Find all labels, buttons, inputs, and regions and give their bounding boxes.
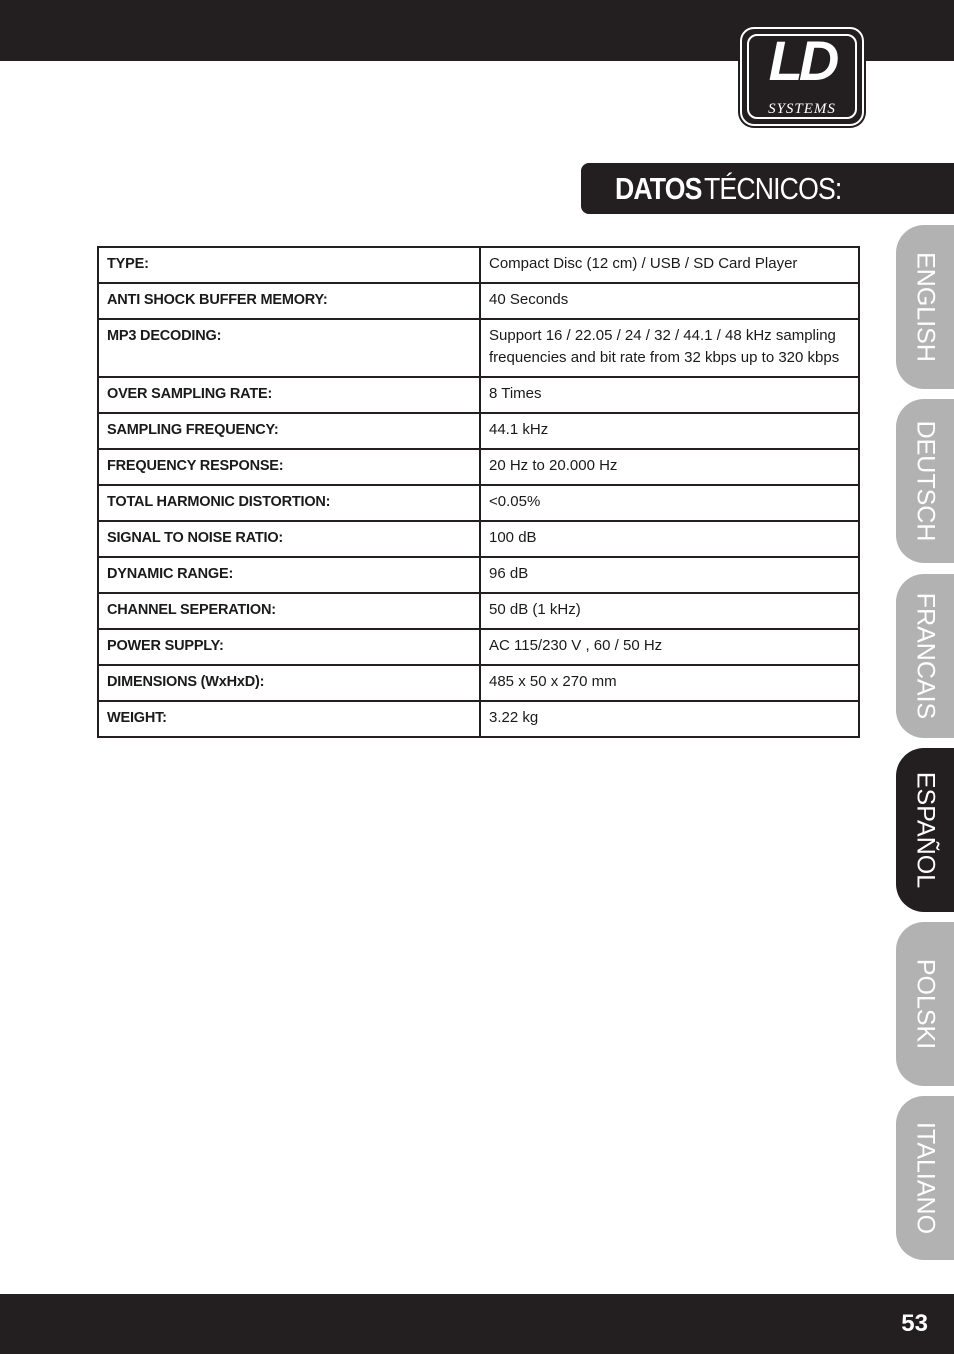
spec-label: OVER SAMPLING RATE: (98, 377, 480, 413)
table-row (98, 283, 859, 319)
spec-value (480, 319, 859, 377)
spec-value: 40 Seconds (480, 283, 859, 319)
table-row (98, 593, 859, 629)
table-row (98, 319, 859, 377)
spec-label: DIMENSIONS (WxHxD): (98, 665, 480, 701)
spec-value: 100 dB (480, 521, 859, 557)
table-row (98, 629, 859, 665)
logo-systems-text: SYSTEMS (768, 101, 836, 117)
spec-label: SAMPLING FREQUENCY: (98, 413, 480, 449)
spec-label: DYNAMIC RANGE: (98, 557, 480, 593)
section-title-bold: DATOS (615, 170, 702, 206)
spec-value-line: frequencies and bit rate from 32 kbps up to 320 kbps (489, 349, 840, 366)
tab-english[interactable] (896, 225, 954, 389)
spec-value-line: Support 16 / 22.05 / 24 / 32 / 44.1 / 48 kHz sampling (489, 327, 836, 344)
spec-value: 20 Hz to 20.000 Hz (480, 449, 859, 485)
spec-value: AC 115/230 V , 60 / 50 Hz (480, 629, 859, 665)
page-number: 53 (901, 1310, 928, 1337)
table-row (98, 701, 859, 737)
tab-label: ESPAÑOL (911, 771, 940, 889)
ld-systems-logo (740, 27, 864, 126)
spec-label: CHANNEL SEPERATION: (98, 593, 480, 629)
table-row (98, 665, 859, 701)
spec-label: SIGNAL TO NOISE RATIO: (98, 521, 480, 557)
spec-value: Compact Disc (12 cm) / USB / SD Card Player (480, 247, 859, 283)
spec-label: FREQUENCY RESPONSE: (98, 449, 480, 485)
tab-francais[interactable] (896, 574, 954, 738)
spec-label: TOTAL HARMONIC DISTORTION: (98, 485, 480, 521)
table-row (98, 377, 859, 413)
table-row (98, 521, 859, 557)
spec-value: 44.1 kHz (480, 413, 859, 449)
spec-value: 50 dB (1 kHz) (480, 593, 859, 629)
tab-label: DEUTSCH (911, 420, 940, 542)
spec-label: ANTI SHOCK BUFFER MEMORY: (98, 283, 480, 319)
tab-espanol[interactable] (896, 748, 954, 912)
tab-polski[interactable] (896, 922, 954, 1086)
spec-value: 485 x 50 x 270 mm (480, 665, 859, 701)
spec-label: MP3 DECODING: (98, 319, 480, 377)
section-title (581, 163, 954, 214)
table-row (98, 557, 859, 593)
table-row (98, 449, 859, 485)
table-row (98, 247, 859, 283)
specs-table (97, 246, 860, 738)
table-row (98, 485, 859, 521)
spec-label: WEIGHT: (98, 701, 480, 737)
spec-label: TYPE: (98, 247, 480, 283)
logo-ld-text: LD (768, 29, 836, 92)
tab-italiano[interactable] (896, 1096, 954, 1260)
spec-value: 96 dB (480, 557, 859, 593)
tab-label: ITALIANO (911, 1121, 940, 1235)
tab-label: POLSKI (911, 958, 940, 1050)
section-title-light: TÉCNICOS: (703, 170, 842, 206)
bottom-bar (0, 1294, 954, 1354)
spec-value: 8 Times (480, 377, 859, 413)
tab-label: FRANCAIS (911, 592, 940, 720)
tab-deutsch[interactable] (896, 399, 954, 563)
table-row (98, 413, 859, 449)
spec-label: POWER SUPPLY: (98, 629, 480, 665)
tab-label: ENGLISH (911, 252, 940, 362)
spec-value: <0.05% (480, 485, 859, 521)
spec-value: 3.22 kg (480, 701, 859, 737)
